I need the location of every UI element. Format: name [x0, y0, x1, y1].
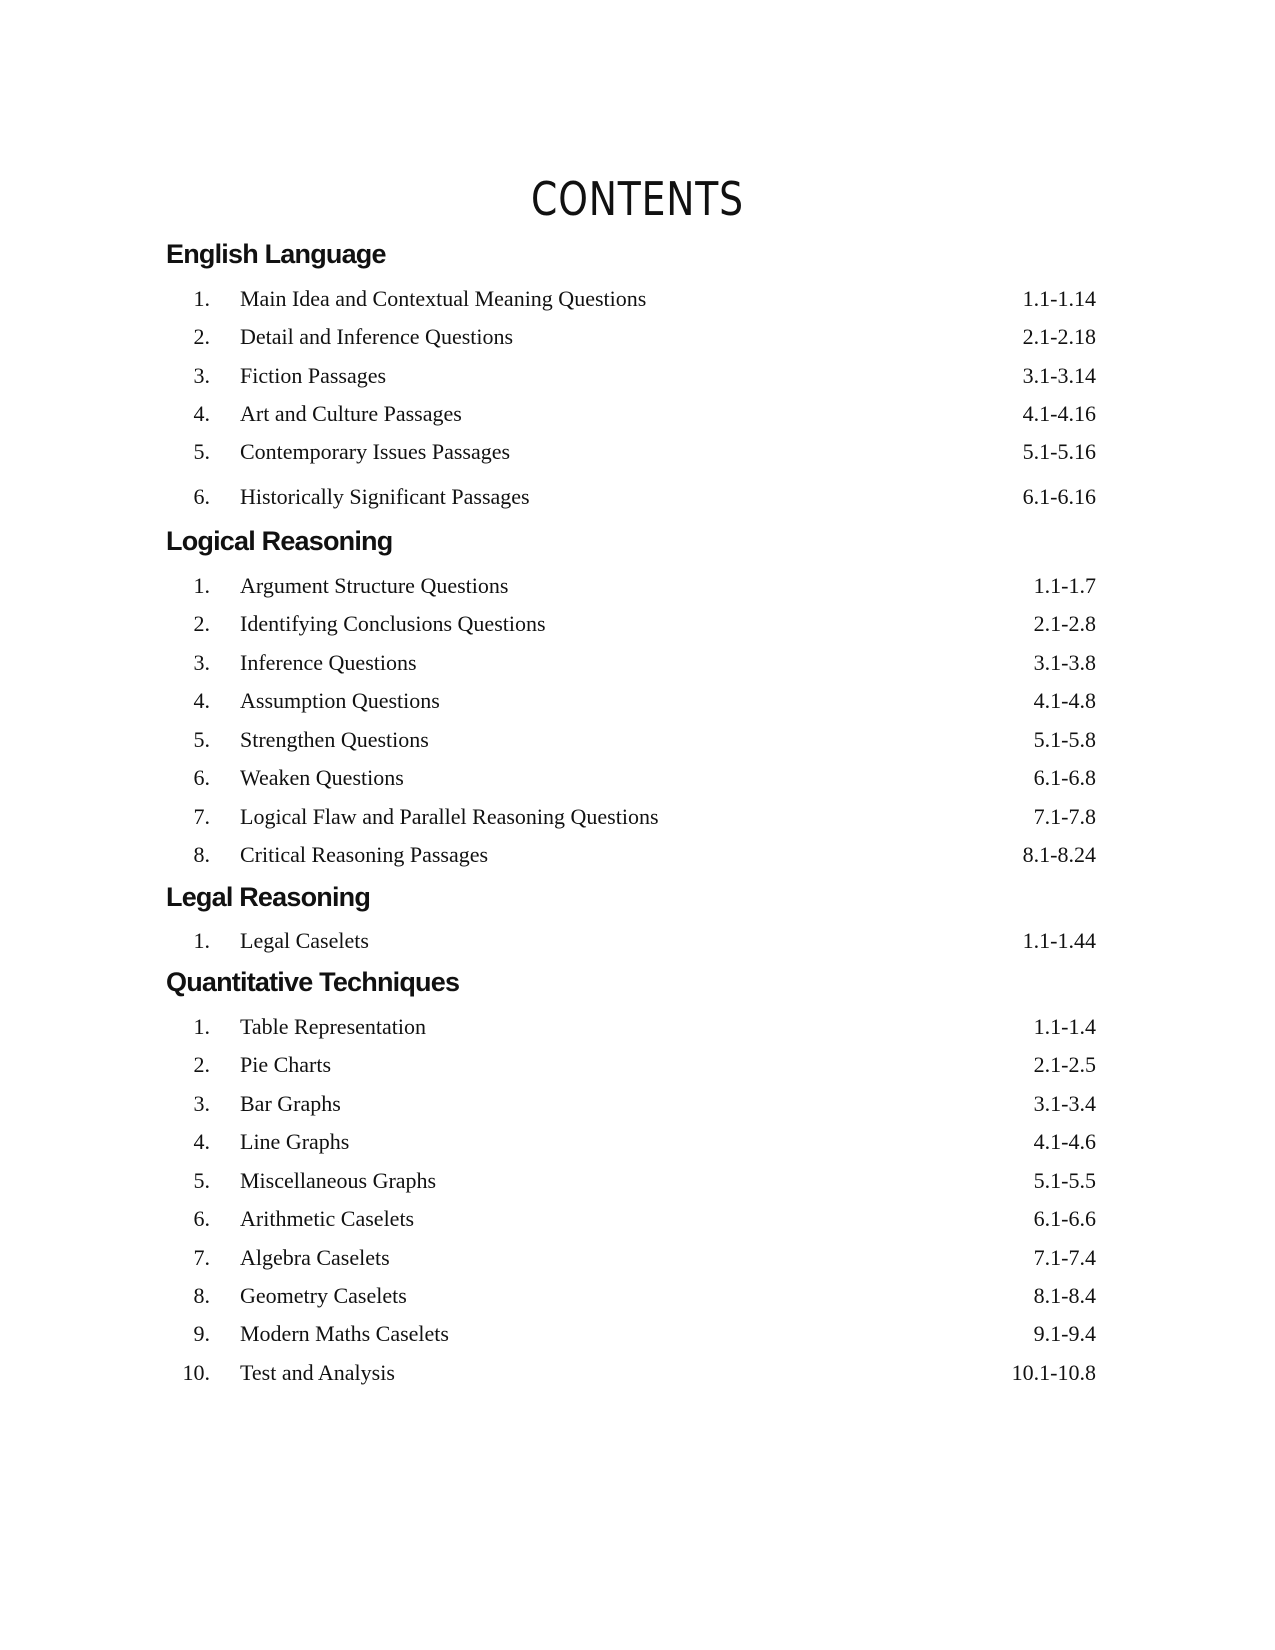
- entry-number: 6.: [193, 1206, 210, 1231]
- toc-entry: [0, 840, 1275, 870]
- entry-title: Inference Questions: [240, 650, 417, 675]
- toc-entry: [0, 1319, 1275, 1349]
- entry-title: Logical Flaw and Parallel Reasoning Questions: [240, 804, 659, 829]
- entry-title: Arithmetic Caselets: [240, 1206, 415, 1231]
- entry-page-range: 1.1-1.44: [1022, 928, 1096, 953]
- entry-page-range: 9.1-9.4: [1033, 1321, 1096, 1346]
- entry-page-range: 8.1-8.4: [1033, 1283, 1096, 1308]
- toc-entry: [0, 399, 1275, 429]
- entry-number: 3.: [193, 1091, 210, 1116]
- entry-number: 2.: [193, 1052, 210, 1077]
- toc-entry: [0, 1243, 1275, 1273]
- section-heading: Quantitative Techniques: [166, 967, 460, 997]
- entry-page-range: 6.1-6.8: [1033, 765, 1096, 790]
- entry-title: Identifying Conclusions Questions: [240, 611, 546, 636]
- entry-number: 2.: [193, 611, 210, 636]
- entry-title: Strengthen Questions: [240, 727, 429, 752]
- entry-page-range: 4.1-4.6: [1033, 1129, 1096, 1154]
- entry-title: Fiction Passages: [240, 363, 387, 388]
- entry-title: Weaken Questions: [240, 765, 404, 790]
- entry-number: 1.: [193, 928, 210, 953]
- entry-number: 4.: [193, 401, 210, 426]
- entry-title: Table Representation: [240, 1014, 427, 1039]
- toc-entry: [0, 361, 1275, 391]
- entry-title: Algebra Caselets: [240, 1245, 390, 1270]
- entry-number: 1.: [193, 1014, 210, 1039]
- entry-page-range: 2.1-2.18: [1022, 324, 1096, 349]
- entry-title: Critical Reasoning Passages: [240, 842, 489, 867]
- entry-title: Art and Culture Passages: [240, 401, 462, 426]
- entry-page-range: 6.1-6.6: [1033, 1206, 1096, 1231]
- section-heading: Legal Reasoning: [166, 882, 371, 912]
- toc-entry: [0, 725, 1275, 755]
- entry-title: Historically Significant Passages: [240, 484, 530, 509]
- entry-title: Pie Charts: [240, 1052, 332, 1077]
- entry-page-range: 7.1-7.4: [1033, 1245, 1096, 1270]
- entry-number: 5.: [193, 727, 210, 752]
- entry-title: Assumption Questions: [240, 688, 440, 713]
- entry-number: 6.: [193, 484, 210, 509]
- entry-title: Bar Graphs: [240, 1091, 341, 1116]
- entry-number: 7.: [193, 804, 210, 829]
- entry-number: 10.: [182, 1360, 210, 1385]
- entry-title: Legal Caselets: [240, 928, 369, 953]
- entry-number: 8.: [193, 842, 210, 867]
- entry-page-range: 3.1-3.14: [1022, 363, 1096, 388]
- entry-title: Miscellaneous Graphs: [240, 1168, 437, 1193]
- toc-entry: [0, 609, 1275, 639]
- entry-page-range: 3.1-3.4: [1033, 1091, 1096, 1116]
- entry-number: 5.: [193, 439, 210, 464]
- toc-entry: [0, 1050, 1275, 1080]
- entry-page-range: 7.1-7.8: [1033, 804, 1096, 829]
- toc-entry: [0, 1089, 1275, 1119]
- toc-entry: [0, 686, 1275, 716]
- section-heading: English Language: [166, 239, 386, 269]
- entry-number: 4.: [193, 688, 210, 713]
- entry-page-range: 2.1-2.8: [1033, 611, 1096, 636]
- entry-page-range: 2.1-2.5: [1033, 1052, 1096, 1077]
- toc-entry: [0, 1127, 1275, 1157]
- toc-entry: [0, 571, 1275, 601]
- entry-page-range: 5.1-5.16: [1022, 439, 1096, 464]
- entry-title: Test and Analysis: [240, 1360, 395, 1385]
- entry-page-range: 1.1-1.4: [1033, 1014, 1096, 1039]
- entry-page-range: 1.1-1.14: [1022, 286, 1096, 311]
- entry-number: 7.: [193, 1245, 210, 1270]
- toc-entry: [0, 284, 1275, 314]
- page-title: CONTENTS: [531, 172, 744, 226]
- entry-title: Modern Maths Caselets: [240, 1321, 449, 1346]
- toc-entry: [0, 763, 1275, 793]
- toc-entry: [0, 648, 1275, 678]
- toc-entry: [0, 1358, 1275, 1388]
- toc-entry: [0, 926, 1275, 956]
- entry-page-range: 5.1-5.8: [1033, 727, 1096, 752]
- entry-page-range: 8.1-8.24: [1022, 842, 1096, 867]
- entry-page-range: 1.1-1.7: [1033, 573, 1096, 598]
- entry-title: Main Idea and Contextual Meaning Questions: [240, 286, 647, 311]
- entry-title: Line Graphs: [240, 1129, 350, 1154]
- entry-number: 3.: [193, 650, 210, 675]
- entry-page-range: 6.1-6.16: [1022, 484, 1096, 509]
- toc-entry: [0, 1281, 1275, 1311]
- entry-number: 5.: [193, 1168, 210, 1193]
- entry-title: Contemporary Issues Passages: [240, 439, 511, 464]
- entry-page-range: 4.1-4.16: [1022, 401, 1096, 426]
- entry-title: Geometry Caselets: [240, 1283, 407, 1308]
- entry-page-range: 4.1-4.8: [1033, 688, 1096, 713]
- entry-title: Argument Structure Questions: [240, 573, 509, 598]
- toc-entry: [0, 437, 1275, 467]
- entry-number: 1.: [193, 286, 210, 311]
- entry-number: 4.: [193, 1129, 210, 1154]
- entry-number: 2.: [193, 324, 210, 349]
- toc-entry: [0, 1166, 1275, 1196]
- entry-number: 8.: [193, 1283, 210, 1308]
- entry-title: Detail and Inference Questions: [240, 324, 514, 349]
- entry-number: 1.: [193, 573, 210, 598]
- toc-entry: [0, 1012, 1275, 1042]
- entry-number: 6.: [193, 765, 210, 790]
- entry-page-range: 3.1-3.8: [1033, 650, 1096, 675]
- entry-number: 3.: [193, 363, 210, 388]
- toc-entry: [0, 1204, 1275, 1234]
- toc-entry: [0, 802, 1275, 832]
- entry-page-range: 10.1-10.8: [1011, 1360, 1096, 1385]
- toc-entry: [0, 482, 1275, 512]
- entry-page-range: 5.1-5.5: [1033, 1168, 1096, 1193]
- entry-number: 9.: [193, 1321, 210, 1346]
- toc-entry: [0, 322, 1275, 352]
- section-heading: Logical Reasoning: [166, 526, 393, 556]
